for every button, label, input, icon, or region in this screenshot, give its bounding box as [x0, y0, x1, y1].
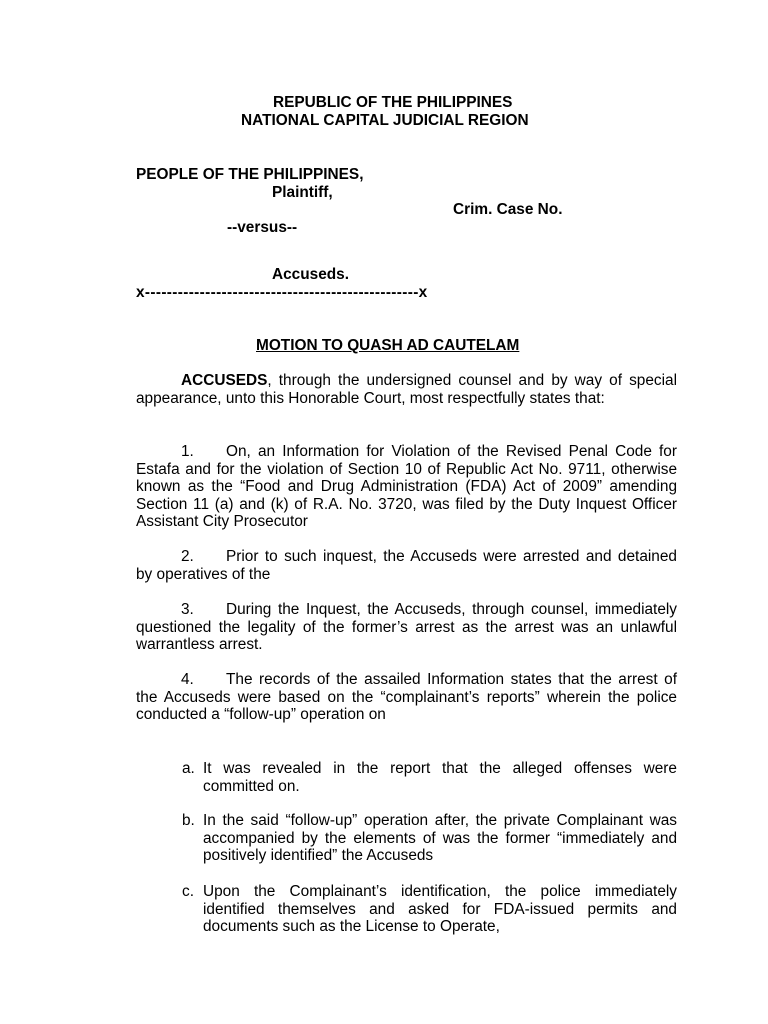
- paragraph-text: The records of the assailed Information states that the arrest of the Accuseds were based on the “complainant’s reports” wherein the police conducted a “follow-up” operation on: [136, 671, 677, 724]
- list-item-b: [182, 812, 677, 865]
- list-text: Upon the Complainant’s identification, the police immediately identified themselves and asked for FDA-issued permits and documents such as the License to Operate,: [203, 883, 677, 936]
- header-region: NATIONAL CAPITAL JUDICIAL REGION: [241, 112, 529, 129]
- document-title: MOTION TO QUASH AD CAUTELAM: [256, 337, 520, 354]
- paragraph-2: [136, 548, 677, 583]
- list-marker: a.: [182, 760, 195, 777]
- list-marker: b.: [182, 812, 195, 829]
- list-text: It was revealed in the report that the alleged offenses were committed on.: [203, 760, 677, 795]
- paragraph-text: On, an Information for Violation of the Revised Penal Code for Estafa and for the violation of Section 10 of Republic Act No. 9711, otherwise known as the “Food and Drug Administration (FDA) Act of 2009” amending Section 11 (a) and (k) of R.A. No. 3720, was filed by the Duty Inquest Officer Assistant City Prosecutor: [136, 443, 677, 531]
- paragraph-3: [136, 601, 677, 654]
- case-number-label: Crim. Case No.: [453, 201, 563, 218]
- accused-label: Accuseds.: [272, 266, 349, 283]
- list-text: In the said “follow-up” operation after, the private Complainant was accompanied by the elements of was the former “immediately and positively identified” the Accuseds: [203, 812, 677, 865]
- paragraph-text: During the Inquest, the Accuseds, through counsel, immediately questioned the legality of the former’s arrest as the arrest was an unlawful warrantless arrest.: [136, 601, 677, 654]
- intro-lead: ACCUSEDS: [181, 372, 268, 389]
- intro-text: , through the undersigned counsel and by way of special appearance, unto this Honorable Court, most respectfully states that:: [136, 372, 677, 407]
- paragraph-1: [136, 443, 677, 531]
- paragraph-number: 2.: [181, 548, 194, 565]
- list-marker: c.: [182, 883, 194, 900]
- caption-separator: x--------------------------------------------------x: [136, 284, 428, 301]
- party-role: Plaintiff,: [272, 184, 333, 201]
- intro-paragraph: [136, 372, 677, 407]
- list-item-c: [182, 883, 677, 936]
- paragraph-number: 3.: [181, 601, 194, 618]
- header-republic: REPUBLIC OF THE PHILIPPINES: [273, 94, 513, 111]
- paragraph-number: 4.: [181, 671, 194, 688]
- party-name: PEOPLE OF THE PHILIPPINES,: [136, 166, 364, 183]
- paragraph-number: 1.: [181, 443, 194, 460]
- versus-label: --versus--: [227, 219, 298, 236]
- paragraph-text: Prior to such inquest, the Accuseds were arrested and detained by operatives of the: [136, 548, 677, 583]
- paragraph-4: [136, 671, 677, 724]
- list-item-a: [182, 760, 677, 795]
